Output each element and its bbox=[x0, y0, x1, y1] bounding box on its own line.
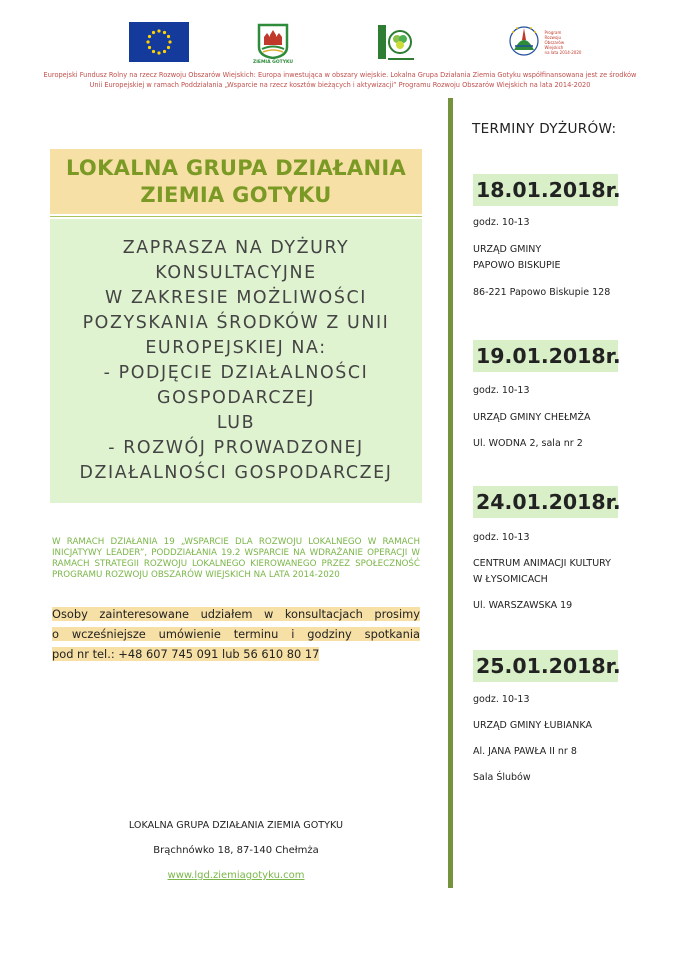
footer-website-link[interactable]: www.lgd.ziemiagotyku.com bbox=[167, 870, 305, 881]
contact-line-3: pod nr tel.: +48 607 745 091 lub 56 610 80 17 bbox=[52, 647, 320, 661]
term-date: 18.01.2018r. bbox=[473, 174, 618, 206]
term-location-line: CENTRUM ANIMACJI KULTURY bbox=[473, 558, 611, 569]
term-date: 25.01.2018r. bbox=[473, 650, 618, 682]
prow-logo-text-2: Rozwoju bbox=[544, 34, 562, 40]
title-line-2: ZIEMIA GOTYKU bbox=[140, 182, 332, 207]
term-location-line: URZĄD GMINY CHEŁMŻA bbox=[473, 412, 591, 423]
funding-note-line-2: Unii Europejskiej w ramach Poddziałania „Wsparcie na rzecz kosztów bieżących i aktywizacji” Programu Rozwoju Obszarów Wiejskich na lata 2014-2020 bbox=[89, 81, 591, 89]
lgd-ziemia-gotyku-logo bbox=[252, 20, 294, 68]
prow-logo-text-3: Obszarów bbox=[544, 39, 565, 45]
term-hours: godz. 10-13 bbox=[473, 385, 530, 396]
prow-logo-text-5: na lata 2014-2020 bbox=[544, 49, 582, 55]
vertical-divider bbox=[448, 98, 453, 888]
terms-heading: TERMINY DYŻURÓW: bbox=[472, 121, 617, 137]
lgd-logo-caption: ZIEMIA GOTYKU bbox=[252, 60, 294, 65]
term-address: Ul. WODNA 2, sala nr 2 bbox=[473, 438, 583, 449]
prow-logo-text-4: Wiejskich bbox=[544, 44, 564, 50]
eu-flag-logo bbox=[129, 22, 189, 62]
term-address: Al. JANA PAWŁA II nr 8 bbox=[473, 746, 577, 757]
term-date: 24.01.2018r. bbox=[473, 486, 618, 518]
footer-address: Brąchnówko 18, 87-140 Chełmża bbox=[153, 845, 319, 856]
funding-note bbox=[40, 70, 640, 90]
invitation-line: KONSULTACYJNE bbox=[155, 263, 317, 283]
term-hours: godz. 10-13 bbox=[473, 217, 530, 228]
term-address: Ul. WARSZAWSKA 19 bbox=[473, 600, 573, 611]
invitation-line: DZIAŁALNOŚCI GOSPODARCZEJ bbox=[79, 463, 393, 483]
term-date: 19.01.2018r. bbox=[473, 340, 618, 372]
term-room: Sala Ślubów bbox=[473, 772, 531, 783]
invitation-box bbox=[50, 219, 422, 503]
title-line-1: LOKALNA GRUPA DZIAŁANIA bbox=[65, 155, 407, 180]
invitation-line: GOSPODARCZEJ bbox=[157, 388, 315, 408]
footer-organization-name: LOKALNA GRUPA DZIAŁANIA ZIEMIA GOTYKU bbox=[128, 820, 344, 831]
invitation-line: W ZAKRESIE MOŻLIWOŚCI bbox=[105, 288, 367, 308]
funding-note-line-1: Europejski Fundusz Rolny na rzecz Rozwoju Obszarów Wiejskich: Europa inwestująca w obszary wiejskie. Lokalna Grupa Działania Ziemia Gotyku współfinansowana jest ze środków bbox=[43, 71, 637, 79]
prow-logo-text-1: Program bbox=[544, 29, 562, 35]
invitation-line: - ROZWÓJ PROWADZONEJ bbox=[108, 438, 364, 458]
title-divider bbox=[50, 216, 422, 217]
term-location-line: PAPOWO BISKUPIE bbox=[473, 260, 561, 271]
contact-line-2: o wcześniejsze umówienie terminu i godziny spotkania bbox=[52, 627, 420, 641]
title-box bbox=[50, 149, 422, 214]
term-location-line: URZĄD GMINY ŁUBIANKA bbox=[473, 720, 592, 731]
invitation-line: - PODJĘCIE DZIAŁALNOŚCI bbox=[103, 363, 369, 383]
invitation-line: EUROPEJSKIEJ NA: bbox=[145, 338, 327, 358]
contact-info bbox=[52, 604, 420, 664]
term-address: 86-221 Papowo Biskupie 128 bbox=[473, 287, 611, 298]
term-location-line: W ŁYSOMICACH bbox=[473, 574, 548, 585]
term-hours: godz. 10-13 bbox=[473, 532, 530, 543]
leader-logo bbox=[376, 22, 416, 62]
term-hours: godz. 10-13 bbox=[473, 694, 530, 705]
contact-line-1: Osoby zainteresowane udziałem w konsultacjach prosimy bbox=[52, 607, 420, 621]
invitation-line: POZYSKANIA ŚRODKÓW Z UNII bbox=[82, 313, 390, 333]
term-location-line: URZĄD GMINY bbox=[473, 244, 542, 255]
invitation-line: ZAPRASZA NA DYŻURY bbox=[122, 238, 350, 258]
program-description: W RAMACH DZIAŁANIA 19 „WSPARCIE DLA ROZWOJU LOKALNEGO W RAMACH INICJATYWY LEADER”, PODDZIAŁANIA 19.2 WSPARCIE NA WDRAŻANIE OPERACJI W RAMACH STRATEGII ROZWOJU LOKALNEGO KIEROWANEGO PRZEZ SPOŁECZNOŚĆ PROGRAMU ROZWOJU OBSZARÓW WIEJSKICH NA LATA 2014-2020 bbox=[52, 537, 420, 580]
invitation-line: LUB bbox=[216, 413, 256, 433]
prow-logo bbox=[502, 20, 584, 64]
